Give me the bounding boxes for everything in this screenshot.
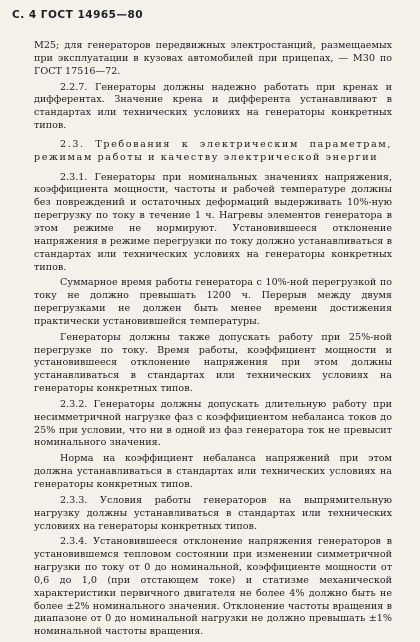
document-body	[34, 40, 392, 642]
paragraph-2-3-1: 2.3.1. Генераторы при номинальных значениях напряжения, коэффициента мощности, частоты и рабочей температуре должны без повреждений и остаточных деформаций выдерживать 10%-ную перегрузку по току в течение 1 ч. Нагревы элементов генератора в этом режиме не нормируют. Установившееся отклонение напряжения в режиме перегрузки по току должно устанавливаться в стандартах или технических условиях на генераторы конкретных типов.	[34, 171, 392, 273]
paragraph-2-3-4: 2.3.4. Установившееся отклонение напряжения генераторов в установившемся тепловом состоянии при изменении симметричной нагрузки по току от 0 до номинальной, коэффициенте мощности от 0,6 до 1,0 (при отстающем токе) и статизме механической характеристики первичного двигателя не более 4% должно быть не более ±2% номинального значения. Отклонение частоты вращения в диапазоне от 0 до номинальной нагрузки не должно превышать ±1% номинальной частоты вращения.	[34, 536, 392, 638]
paragraph-2-2-7: 2.2.7. Генераторы должны надежно работать при кренах и дифферентах. Значение крена и дифферента устанавливают в стандартах или технических условиях на генераторы конкретных типов.	[34, 81, 392, 132]
paragraph-imbalance-norm: Норма на коэффициент небаланса напряжений при этом должна устанавливаться в стандартах или технических условиях на генераторы конкретных типов.	[34, 453, 392, 490]
page-header: С. 4 ГОСТ 14965—80	[12, 9, 144, 21]
paragraph-overload-25: Генераторы должны также допускать работу при 25%-ной перегрузке по току. Время работы, коэффициент мощности и установившееся отклонение напряжения при этом должны устанавливаться в стандартах или технических условиях на генераторы конкретных типов.	[34, 331, 392, 395]
paragraph-continuation: М25; для генераторов передвижных электростанций, размещаемых при эксплуатации в кузовах автомобилей при прицепах, — М30 по ГОСТ 17516—72.	[34, 40, 392, 77]
paragraph-2-3-2: 2.3.2. Генераторы должны допускать длительную работу при несимметричной нагрузке фаз с коэффициентом небаланса токов до 25% при условии, что ни в одной из фаз генератора ток не превысит номинального значения.	[34, 398, 392, 449]
paragraph-2-3-3: 2.3.3. Условия работы генераторов на выпрямительную нагрузку должны устанавливаться в стандартах или технических условиях на генераторы конкретных типов.	[34, 494, 392, 532]
paragraph-overload-time: Суммарное время работы генератора с 10%-ной перегрузкой по току не должно превышать 1200 ч. Перерыв между двумя перегрузками не должен быть менее времени достижения практически установившейся температуры.	[34, 277, 392, 327]
section-heading-2-3: 2.3. Требования к электрическим параметрам, режимам работы и качеству электрической энергии	[34, 138, 392, 163]
